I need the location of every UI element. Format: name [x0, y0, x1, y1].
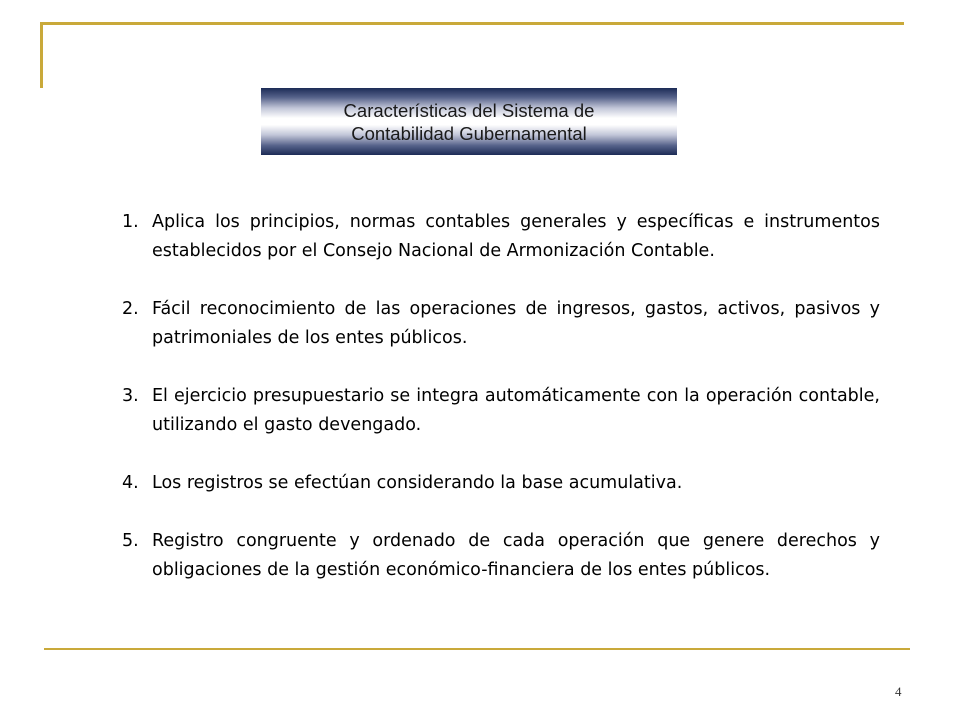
list-item-text: Aplica los principios, normas contables generales y específicas e instrumentos establecidos por el Consejo Nacional de Armonización Contable. [152, 212, 880, 261]
list-item [122, 382, 880, 440]
list-item [122, 295, 880, 353]
list-item-text: Registro congruente y ordenado de cada operación que genere derechos y obligaciones de la gestión económico-financiera de los entes públicos. [152, 531, 880, 580]
list-item [122, 469, 880, 498]
list-item-text: Los registros se efectúan considerando la base acumulativa. [152, 473, 683, 493]
list-item [122, 208, 880, 266]
characteristics-list [122, 208, 880, 614]
list-item-number: 5. [122, 531, 139, 551]
title-banner [261, 88, 677, 155]
list-item [122, 527, 880, 585]
left-rule [40, 22, 43, 88]
list-item-number: 2. [122, 299, 139, 319]
slide-title: Características del Sistema de Contabilidad Gubernamental [343, 99, 595, 144]
list-item-text: El ejercicio presupuestario se integra automáticamente con la operación contable, utilizando el gasto devengado. [152, 386, 880, 435]
page-number: 4 [895, 684, 902, 699]
list-item-number: 1. [122, 212, 139, 232]
top-rule [40, 22, 904, 25]
list-item-number: 4. [122, 473, 139, 493]
list-item-number: 3. [122, 386, 139, 406]
list-item-text: Fácil reconocimiento de las operaciones de ingresos, gastos, activos, pasivos y patrimoniales de los entes públicos. [152, 299, 880, 348]
bottom-rule [44, 648, 910, 650]
